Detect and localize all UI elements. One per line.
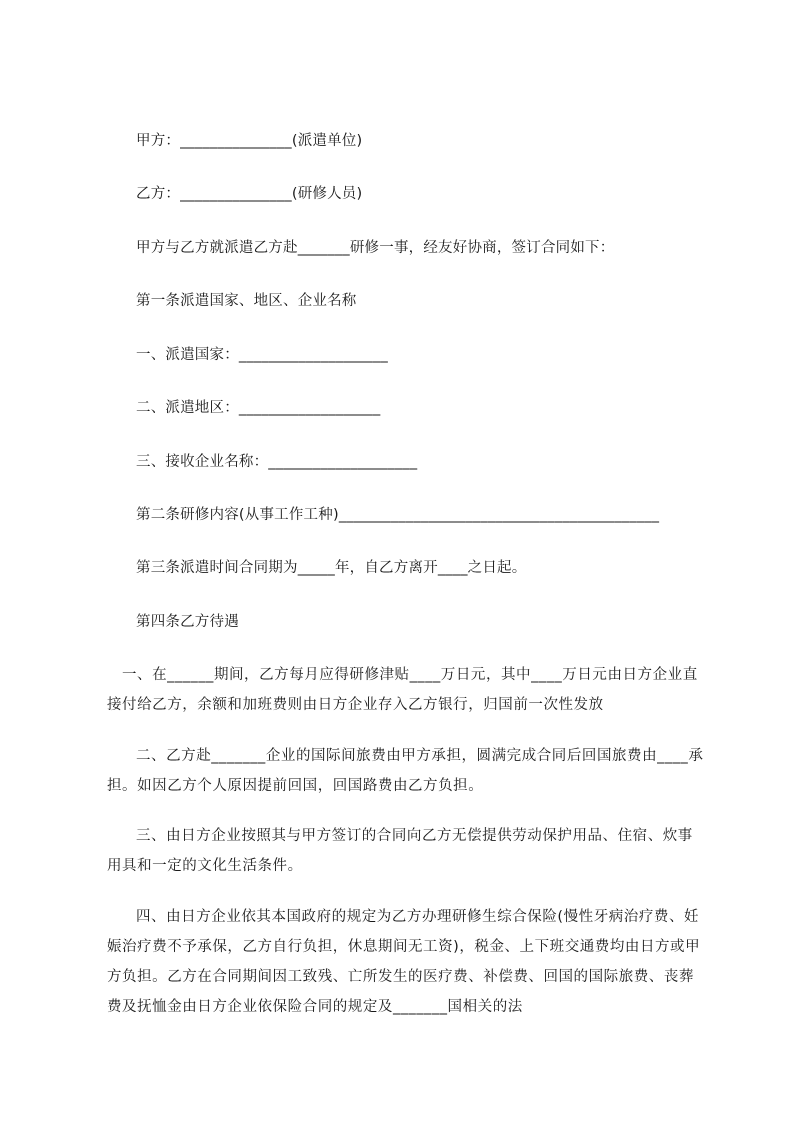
intro-paragraph: 甲方与乙方就派遣乙方赴_______研修一事，经友好协商，签订合同如下： <box>136 240 615 256</box>
article-1-item-enterprise: 三、接收企业名称：____________________ <box>136 454 418 470</box>
party-a-line: 甲方：_______________(派遣单位) <box>136 133 363 149</box>
article-3-dispatch-period: 第三条派遣时间合同期为_____年，自乙方离开____之日起。 <box>136 560 527 576</box>
article-1-item-country: 一、派遣国家：____________________ <box>136 347 388 363</box>
article-4-item-1: 一、在______期间，乙方每月应得研修津贴____万日元，其中____万日元由日方企业直接付给乙方，余额和加班费则由日方企业存入乙方银行，归国前一次性发放 <box>107 667 698 713</box>
article-1-title: 第一条派遣国家、地区、企业名称 <box>136 293 357 309</box>
article-4-item-2: 二、乙方赴_______企业的国际间旅费由甲方承担，圆满完成合同后回国旅费由____承担。如因乙方个人原因提前回国，回国路费由乙方负担。 <box>107 748 704 794</box>
article-4-item-3: 三、由日方企业按照其与甲方签订的合同向乙方无偿提供劳动保护用品、住宿、炊事用具和一定的文化生活条件。 <box>107 828 693 874</box>
article-4-title: 第四条乙方待遇 <box>136 614 239 630</box>
article-4-item-4: 四、由日方企业依其本国政府的规定为乙方办理研修生综合保险(慢性牙病治疗费、妊娠治疗费不予承保，乙方自行负担，休息期间无工资)，税金、上下班交通费均由日方或甲方负担。乙方在合同期间因工致残、亡所发生的医疗费、补偿费、回国的国际旅费、丧葬费及抚恤金由日方企业依保险合同的规定及_______国相关的法 <box>107 909 701 1015</box>
article-2-research-content: 第二条研修内容(从事工作工种)___________________________________________ <box>136 507 660 523</box>
party-b-line: 乙方：_______________(研修人员) <box>136 186 363 202</box>
article-1-item-region: 二、派遣地区：___________________ <box>136 400 381 416</box>
